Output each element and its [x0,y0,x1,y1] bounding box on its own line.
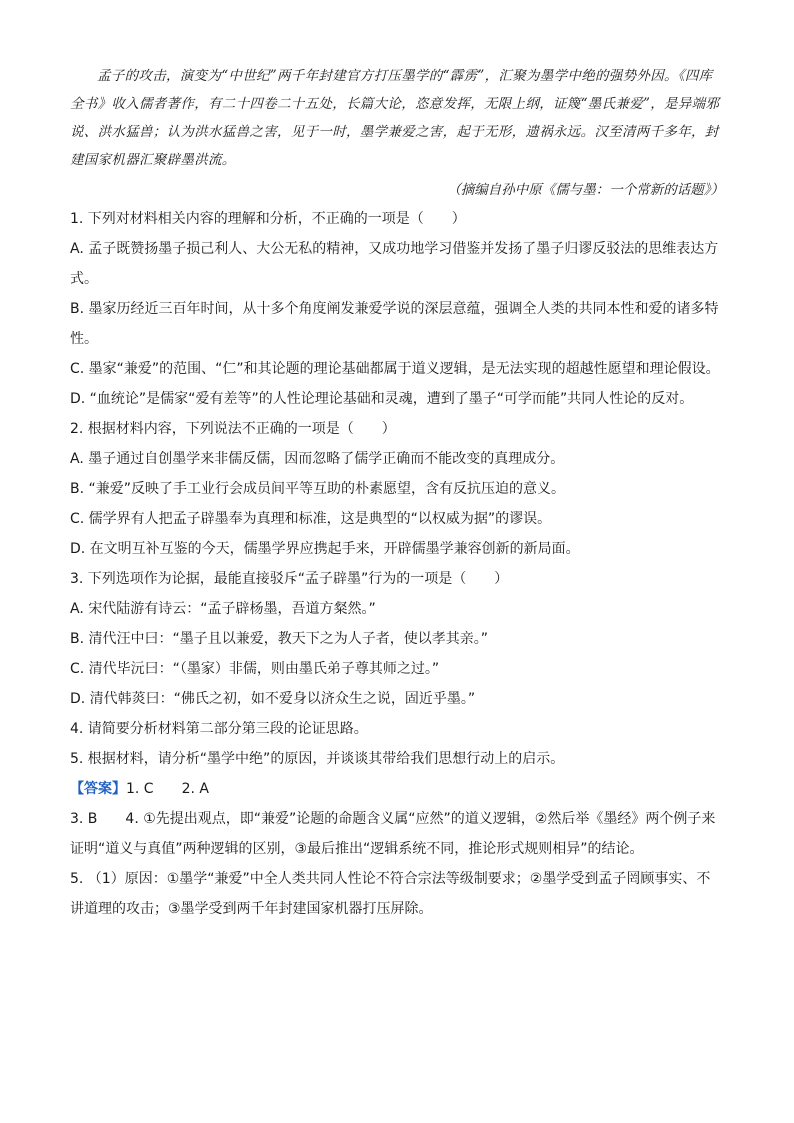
question-stem: 1. 下列对材料相关内容的理解和分析，不正确的一项是（ ） [70,211,466,227]
answer-section [70,774,724,924]
answer-text: 1. C 2. A [126,781,209,797]
passage [70,62,724,204]
answer-line [70,774,724,804]
question-3 [70,564,724,714]
option-a: A. 宋代陆游有诗云：“孟子辟杨墨，吾道方粲然。” [70,601,376,617]
option-d: D. 在文明互补互鉴的今天，儒墨学界应携起手来，开辟儒墨学兼容创新的新局面。 [70,541,580,557]
question-2 [70,414,724,564]
option-a: A. 孟子既赞扬墨子损己利人、大公无私的精神，又成功地学习借鉴并发扬了墨子归谬反驳法的思维表达方式。 [70,241,719,287]
option-c: C. 儒学界有人把孟子辟墨奉为真理和标准，这是典型的“以权威为据”的谬误。 [70,511,552,527]
passage-line: 《四库全书》收入儒者著作，有二十四卷二十五处，长篇大论，恣意发挥，无限上纲，证篾“墨氏兼爱”，是异端邪说、洪水猛兽；认为洪水猛兽之害，见于一时，墨学兼爱之害，起于无形，遗祸永远。汉至清两千多年，封建国家机器汇聚辟墨洪流。 [70,68,720,168]
answer-line: 5. （1）原因：①墨学“兼爱”中全人类共同人性论不符合宗法等级制要求；②墨学受到孟子罔顾事实、不讲道理的攻击；③墨学受到两千年封建国家机器打压屏除。 [70,871,711,917]
option-d: D. “血统论”是儒家“爱有差等”的人性论理论基础和灵魂，遭到了墨子“可学而能”共同人性论的反对。 [70,391,694,407]
question-stem: 2. 根据材料内容，下列说法不正确的一项是（ ） [70,421,396,437]
option-c: C. 清代毕沅曰：“（墨家）非儒，则由墨氏弟子尊其师之过。” [70,661,440,677]
question-4: 4. 请简要分析材料第二部分第三段的论证思路。 [70,721,368,737]
option-c: C. 墨家“兼爱”的范围、“仁”和其论题的理论基础都属于道义逻辑，是无法实现的超越性愿望和理论假设。 [70,361,720,377]
question-1 [70,204,724,414]
option-b: B. 墨家历经近三百年时间，从十多个角度阐发兼爱学说的深层意蕴，强调全人类的共同本性和爱的诸多特性。 [70,301,719,347]
question-5: 5. 根据材料，请分析“墨学中绝”的原因，并谈谈其带给我们思想行动上的启示。 [70,751,565,767]
option-b: B. 清代汪中曰：“墨子且以兼爱，教天下之为人子者，使以孝其亲。” [70,631,489,647]
passage-paragraph [70,62,724,174]
option-d: D. 清代韩菼曰：“佛氏之初，如不爱身以济众生之说，固近乎墨。” [70,691,476,707]
answer-tag: 【答案】 [70,781,126,797]
answer-line: 3. B 4. ①先提出观点，即“兼爱”论题的命题含义属“应然”的道义逻辑，②然后举《墨经》两个例子来证明“道义与真值”两种逻辑的区别，③最后推出“逻辑系统不同，推论形式规则相异”的结论。 [70,811,716,857]
question-stem: 3. 下列选项作为论据，最能直接驳斥“孟子辟墨”行为的一项是（ ） [70,571,509,587]
passage-source: （摘编自孙中原《儒与墨：一个常新的话题》） [447,182,724,198]
passage-line: 孟子的攻击，演变为“中世纪”两千年封建官方打压墨学的“霹雳”，汇聚为墨学中绝的强势外因。 [97,68,678,84]
option-a: A. 墨子通过自创墨学来非儒反儒，因而忽略了儒学正确而不能改变的真理成分。 [70,451,565,467]
option-b: B. “兼爱”反映了手工业行会成员间平等互助的朴素愿望，含有反抗压迫的意义。 [70,481,566,497]
